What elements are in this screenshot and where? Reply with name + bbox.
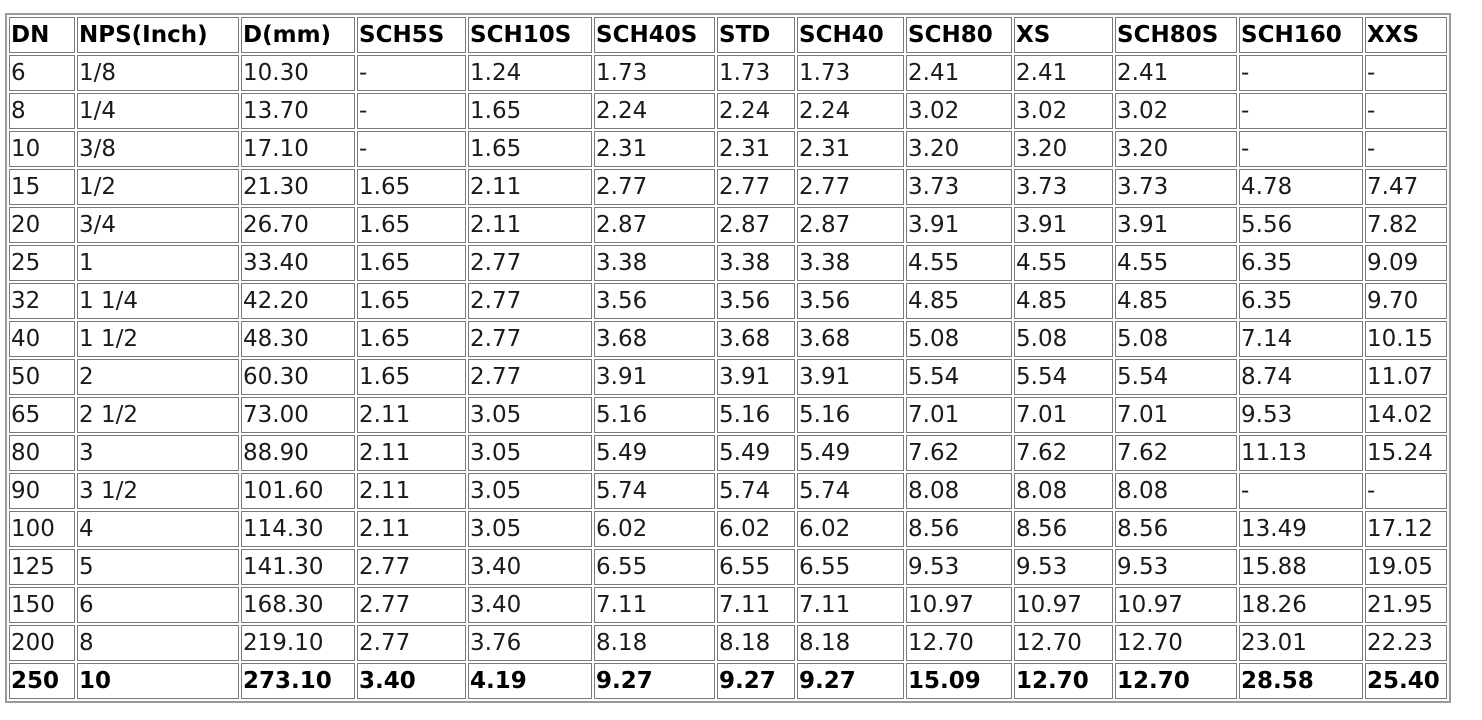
table-cell: 1.65 [357,169,466,205]
table-cell: 5.49 [797,435,904,471]
table-cell: 2 [77,359,239,395]
table-cell: 3.68 [717,321,795,357]
table-cell: 5.08 [1115,321,1237,357]
table-cell: 2 1/2 [77,397,239,433]
table-cell: 3.38 [797,245,904,281]
table-cell: 15.24 [1365,435,1447,471]
table-cell: 7.14 [1239,321,1363,357]
table-cell: 21.30 [241,169,355,205]
table-cell: 80 [9,435,75,471]
table-cell: 1 1/4 [77,283,239,319]
table-cell: 15 [9,169,75,205]
table-cell: 3.68 [797,321,904,357]
table-cell: 8.08 [906,473,1012,509]
table-cell: 5.16 [797,397,904,433]
table-cell: 5.49 [717,435,795,471]
table-cell: 7.62 [1014,435,1113,471]
table-row [9,93,1447,129]
table-cell: 1 1/2 [77,321,239,357]
table-cell: 28.58 [1239,663,1363,699]
table-cell: 9.27 [797,663,904,699]
table-cell: 3.91 [906,207,1012,243]
table-cell: 8 [9,93,75,129]
table-cell: 2.87 [717,207,795,243]
table-cell: 3.68 [594,321,715,357]
table-cell: 3.91 [797,359,904,395]
table-cell: 2.41 [1115,55,1237,91]
table-cell: 7.62 [1115,435,1237,471]
table-cell: 8.08 [1014,473,1113,509]
table-cell: 2.11 [357,511,466,547]
table-cell: 5.74 [594,473,715,509]
table-cell: 9.27 [717,663,795,699]
table-cell: 3.40 [468,549,592,585]
table-cell: 3.38 [594,245,715,281]
table-body [9,55,1447,699]
table-cell: 2.77 [357,625,466,661]
table-cell: 2.11 [357,473,466,509]
table-cell: 8.56 [1115,511,1237,547]
table-cell: 6.02 [594,511,715,547]
table-cell: 2.24 [717,93,795,129]
table-cell: 14.02 [1365,397,1447,433]
column-header-dn: DN [9,17,75,53]
table-cell: 25 [9,245,75,281]
table-cell: 3.73 [1115,169,1237,205]
table-cell: 2.77 [357,549,466,585]
table-cell: 15.88 [1239,549,1363,585]
table-cell: 7.01 [1014,397,1113,433]
table-cell: 8.18 [594,625,715,661]
table-cell: 5.56 [1239,207,1363,243]
table-cell: 1/8 [77,55,239,91]
table-cell: 48.30 [241,321,355,357]
table-cell: 5.16 [594,397,715,433]
table-cell: - [357,55,466,91]
column-header-sch10s: SCH10S [468,17,592,53]
table-cell: 10.30 [241,55,355,91]
table-row [9,283,1447,319]
table-cell: 1.73 [594,55,715,91]
table-row [9,321,1447,357]
table-cell: 4.55 [1115,245,1237,281]
table-cell: 3.91 [717,359,795,395]
table-cell: 12.70 [1115,663,1237,699]
table-cell: 88.90 [241,435,355,471]
table-cell: 8.74 [1239,359,1363,395]
table-cell: 2.31 [797,131,904,167]
table-cell: 5.54 [1014,359,1113,395]
table-cell: 3.91 [1115,207,1237,243]
table-cell: - [1365,93,1447,129]
table-cell: 168.30 [241,587,355,623]
table-cell: 2.31 [594,131,715,167]
table-cell: 15.09 [906,663,1012,699]
table-cell: 4.85 [906,283,1012,319]
table-cell: 1 [77,245,239,281]
table-cell: 9.53 [1115,549,1237,585]
column-header-sch5s: SCH5S [357,17,466,53]
table-cell: 3.20 [1115,131,1237,167]
table-row [9,663,1447,699]
table-cell: 10 [9,131,75,167]
table-cell: 6 [77,587,239,623]
table-row [9,131,1447,167]
column-header-sch40: SCH40 [797,17,904,53]
table-cell: 2.77 [357,587,466,623]
table-cell: 3.02 [1115,93,1237,129]
table-cell: 7.11 [594,587,715,623]
table-cell: 3.02 [906,93,1012,129]
table-cell: 1.65 [357,321,466,357]
table-cell: 114.30 [241,511,355,547]
table-cell: 73.00 [241,397,355,433]
table-cell: 8 [77,625,239,661]
table-cell: 2.24 [797,93,904,129]
table-cell: 9.27 [594,663,715,699]
table-cell: 5.74 [797,473,904,509]
table-cell: 1.73 [797,55,904,91]
table-cell: 200 [9,625,75,661]
table-cell: 219.10 [241,625,355,661]
table-cell: 4.55 [906,245,1012,281]
table-cell: 1.24 [468,55,592,91]
table-row [9,549,1447,585]
table-cell: 150 [9,587,75,623]
table-cell: 12.70 [1014,625,1113,661]
table-cell: 2.87 [594,207,715,243]
table-cell: 4.19 [468,663,592,699]
table-row [9,245,1447,281]
table-cell: 10.97 [1014,587,1113,623]
table-cell: 2.24 [594,93,715,129]
table-cell: 2.77 [468,359,592,395]
table-row [9,207,1447,243]
table-cell: 3.40 [357,663,466,699]
column-header-sch40s: SCH40S [594,17,715,53]
column-header-xxs: XXS [1365,17,1447,53]
table-cell: 4 [77,511,239,547]
table-cell: 32 [9,283,75,319]
table-cell: 2.77 [797,169,904,205]
table-cell: 3.05 [468,473,592,509]
table-cell: 1.65 [357,359,466,395]
table-cell: 2.11 [468,169,592,205]
table-cell: 4.55 [1014,245,1113,281]
table-cell: 5.16 [717,397,795,433]
table-cell: 6.55 [797,549,904,585]
table-cell: 3.20 [1014,131,1113,167]
table-cell: 18.26 [1239,587,1363,623]
table-cell: 4.78 [1239,169,1363,205]
table-cell: 3.73 [1014,169,1113,205]
table-cell: 3 1/2 [77,473,239,509]
table-cell: 20 [9,207,75,243]
table-cell: - [1365,131,1447,167]
table-cell: 3.05 [468,397,592,433]
table-cell: 9.53 [1239,397,1363,433]
table-cell: 5.74 [717,473,795,509]
table-cell: 11.07 [1365,359,1447,395]
table-cell: - [1365,55,1447,91]
table-cell: 90 [9,473,75,509]
table-cell: 2.87 [797,207,904,243]
table-cell: 3/8 [77,131,239,167]
table-cell: 1/2 [77,169,239,205]
table-cell: 3.56 [797,283,904,319]
table-cell: 2.31 [717,131,795,167]
column-header-d-mm: D(mm) [241,17,355,53]
table-cell: 3 [77,435,239,471]
table-cell: 7.01 [906,397,1012,433]
column-header-std: STD [717,17,795,53]
table-cell: 5.08 [906,321,1012,357]
table-cell: 21.95 [1365,587,1447,623]
table-cell: 1.65 [468,93,592,129]
table-cell: 273.10 [241,663,355,699]
column-header-sch80: SCH80 [906,17,1012,53]
table-row [9,511,1447,547]
table-cell: 1.65 [357,245,466,281]
table-cell: - [1239,473,1363,509]
table-cell: 8.18 [797,625,904,661]
table-cell: 7.82 [1365,207,1447,243]
table-cell: 3.56 [717,283,795,319]
table-cell: 3.73 [906,169,1012,205]
table-cell: 3.05 [468,435,592,471]
table-cell: 4.85 [1014,283,1113,319]
table-cell: 7.47 [1365,169,1447,205]
table-cell: 17.12 [1365,511,1447,547]
table-cell: 3.56 [594,283,715,319]
table-row [9,473,1447,509]
table-cell: 6.02 [797,511,904,547]
table-cell: 8.56 [1014,511,1113,547]
table-cell: - [1239,55,1363,91]
table-cell: 1.73 [717,55,795,91]
table-row [9,625,1447,661]
table-cell: 7.11 [797,587,904,623]
table-cell: 12.70 [906,625,1012,661]
table-cell: 5.54 [1115,359,1237,395]
table-cell: 11.13 [1239,435,1363,471]
table-cell: 65 [9,397,75,433]
table-cell: 6 [9,55,75,91]
table-cell: - [357,131,466,167]
table-cell: 5.54 [906,359,1012,395]
table-cell: - [1365,473,1447,509]
table-cell: 9.53 [1014,549,1113,585]
table-row [9,397,1447,433]
table-cell: 8.08 [1115,473,1237,509]
table-cell: 5.08 [1014,321,1113,357]
table-cell: 25.40 [1365,663,1447,699]
table-cell: 9.70 [1365,283,1447,319]
table-cell: 60.30 [241,359,355,395]
table-row [9,169,1447,205]
table-cell: 23.01 [1239,625,1363,661]
table-cell: 12.70 [1115,625,1237,661]
table-cell: 3.02 [1014,93,1113,129]
table-cell: 7.62 [906,435,1012,471]
table-cell: 2.77 [468,321,592,357]
table-cell: 2.11 [357,435,466,471]
table-cell: 2.41 [906,55,1012,91]
table-cell: 8.18 [717,625,795,661]
pipe-schedule-table [5,13,1451,703]
table-cell: 1/4 [77,93,239,129]
table-cell: - [1239,93,1363,129]
table-cell: 2.11 [468,207,592,243]
table-cell: 3.38 [717,245,795,281]
table-cell: 1.65 [357,283,466,319]
table-cell: 50 [9,359,75,395]
table-cell: 100 [9,511,75,547]
column-header-nps-inch: NPS(Inch) [77,17,239,53]
table-cell: 3.20 [906,131,1012,167]
table-cell: 6.02 [717,511,795,547]
table-cell: 6.35 [1239,283,1363,319]
table-cell: 5.49 [594,435,715,471]
column-header-xs: XS [1014,17,1113,53]
table-cell: 1.65 [357,207,466,243]
table-cell: 2.77 [594,169,715,205]
table-cell: 101.60 [241,473,355,509]
table-cell: 1.65 [468,131,592,167]
table-cell: 4.85 [1115,283,1237,319]
table-cell: 9.09 [1365,245,1447,281]
table-cell: 2.41 [1014,55,1113,91]
table-cell: 3.76 [468,625,592,661]
table-cell: 9.53 [906,549,1012,585]
table-cell: 10.15 [1365,321,1447,357]
table-row [9,55,1447,91]
table-cell: 3/4 [77,207,239,243]
table-cell: 3.05 [468,511,592,547]
table-cell: 26.70 [241,207,355,243]
table-cell: 6.55 [717,549,795,585]
table-cell: 3.91 [1014,207,1113,243]
table-cell: 40 [9,321,75,357]
table-cell: - [357,93,466,129]
table-cell: 6.55 [594,549,715,585]
table-cell: 3.40 [468,587,592,623]
table-cell: 17.10 [241,131,355,167]
column-header-sch160: SCH160 [1239,17,1363,53]
table-cell: 13.70 [241,93,355,129]
table-cell: 8.56 [906,511,1012,547]
table-cell: 10 [77,663,239,699]
table-cell: 10.97 [906,587,1012,623]
table-cell: 19.05 [1365,549,1447,585]
table-cell: 33.40 [241,245,355,281]
table-row [9,587,1447,623]
table-cell: 22.23 [1365,625,1447,661]
table-cell: 125 [9,549,75,585]
table-cell: 7.01 [1115,397,1237,433]
table-cell: 2.77 [468,245,592,281]
table-row [9,359,1447,395]
table-cell: - [1239,131,1363,167]
table-cell: 42.20 [241,283,355,319]
table-cell: 250 [9,663,75,699]
table-cell: 6.35 [1239,245,1363,281]
table-cell: 141.30 [241,549,355,585]
column-header-sch80s: SCH80S [1115,17,1237,53]
table-cell: 2.11 [357,397,466,433]
table-cell: 2.77 [468,283,592,319]
table-cell: 12.70 [1014,663,1113,699]
table-cell: 2.77 [717,169,795,205]
table-cell: 5 [77,549,239,585]
table-cell: 10.97 [1115,587,1237,623]
table-cell: 7.11 [717,587,795,623]
table-cell: 3.91 [594,359,715,395]
header-row [9,17,1447,53]
table-row [9,435,1447,471]
table-cell: 13.49 [1239,511,1363,547]
